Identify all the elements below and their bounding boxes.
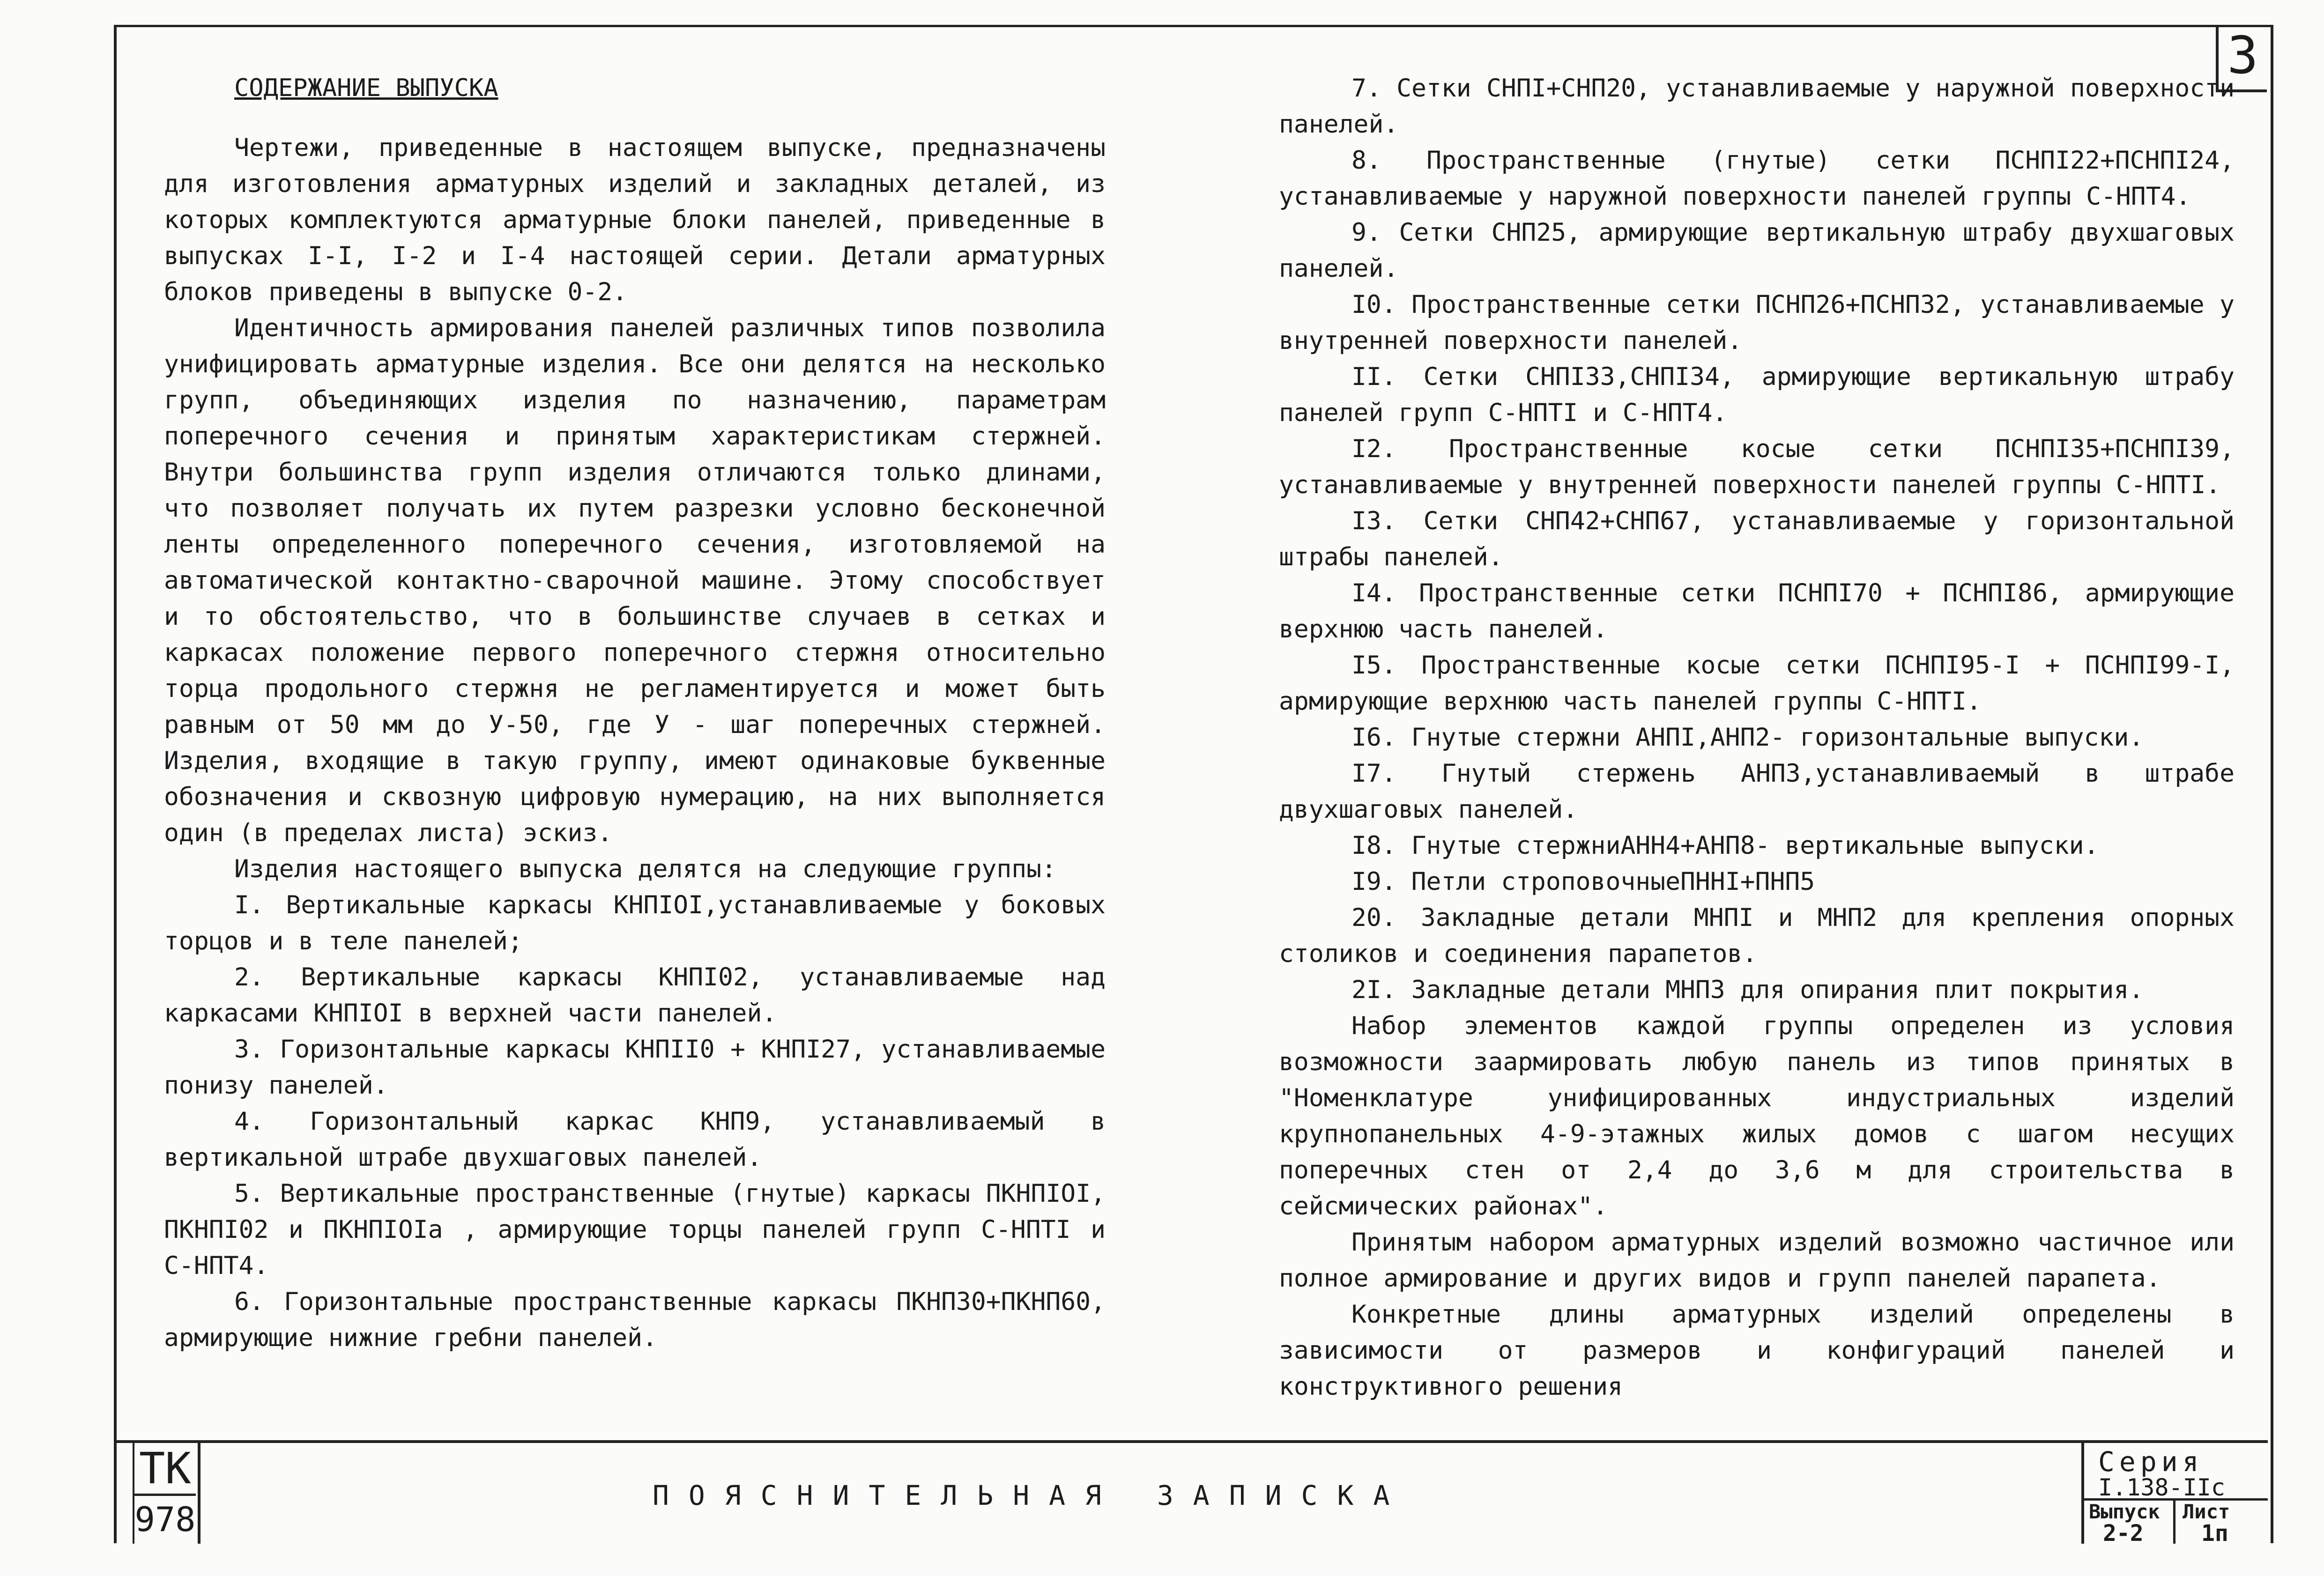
title-block: [114, 1440, 2268, 1544]
paragraph: Изделия настоящего выпуска делятся на следующие группы:: [234, 855, 1056, 883]
list-item: 2I. Закладные детали МНП3 для опирания плит покрытия.: [1351, 976, 2144, 1004]
list-item: 9. Сетки СНП25, армирующие вертикальную штрабу двухшаговых панелей.: [1279, 218, 2235, 283]
list-item: I2. Пространственные косые сетки ПСНПI35+ПСНПI39, устанавливаемые у внутренней поверхности панелей группы С-НПТI.: [1279, 435, 2235, 499]
list-item: 8. Пространственные (гнутые) сетки ПСНПI22+ПСНПI24, устанавливаемые у наружной поверхности панелей группы С-НПТ4.: [1279, 146, 2235, 211]
paragraph: Набор элементов каждой группы определен из условия возможности заармировать любую панель из типов принятых в "Номенклатуре унифицированных индустриальных изделий крупнопанельных 4-9-этажных жилых домов с шагом несущих поперечных стен от 2,4 до 3,6 м для строительства в сейсмических районах".: [1279, 1012, 2235, 1221]
section-heading: СОДЕРЖАНИЕ ВЫПУСКА: [234, 74, 498, 102]
list-item: I5. Пространственные косые сетки ПСНПI95-I + ПСНПI99-I, армирующие верхнюю часть панелей группы С-НПТI.: [1279, 651, 2235, 716]
issue-label: Выпуск: [2089, 1500, 2160, 1523]
list-item: I8. Гнутые стержниАНН4+АНП8- вертикальные выпуски.: [1351, 831, 2099, 860]
list-item: I3. Сетки СНП42+СНП67, устанавливаемые у горизонтальной штрабы панелей.: [1279, 507, 2235, 571]
list-item: I7. Гнутый стержень АНП3,устанавливаемый в штрабе двухшаговых панелей.: [1279, 759, 2235, 824]
list-item: I4. Пространственные сетки ПСНПI70 + ПСНПI86, армирующие верхнюю часть панелей.: [1279, 579, 2235, 644]
list-item: I9. Петли строповочныеПННI+ПНП5: [1351, 867, 1815, 896]
sheet-value: 1п: [2201, 1520, 2228, 1546]
sheet-label: Лист: [2183, 1500, 2230, 1523]
list-item: 3. Горизонтальные каркасы КНПII0 + КНПI27, устанавливаемые понизу панелей.: [164, 1035, 1106, 1100]
issue-value: 2-2: [2103, 1520, 2144, 1546]
document-title: ПОЯСНИТЕЛЬНАЯ ЗАПИСКА: [653, 1480, 1410, 1511]
list-item: 2. Вертикальные каркасы КНПI02, устанавливаемые над каркасами КНПIОI в верхней части панелей.: [164, 963, 1106, 1028]
list-item: I. Вертикальные каркасы КНПIОI,устанавливаемые у боковых торцов и в теле панелей;: [164, 891, 1106, 955]
left-column: [164, 70, 1106, 1356]
archive-number: 978: [134, 1494, 196, 1543]
paragraph: Чертежи, приведенные в настоящем выпуске, предназначены для изготовления арматурных изделий и закладных деталей, из которых комплектуются арматурные блоки панелей, приведенные в выпусках I-I, I-2 и I-4 настоящей серии. Детали арматурных блоков приведены в выпуске 0-2.: [164, 133, 1106, 306]
sheet-number: 3: [2216, 25, 2267, 92]
series-box: [2081, 1443, 2268, 1544]
paragraph: Идентичность армирования панелей различных типов позволила унифицировать арматурные изделия. Все они делятся на несколько групп, объединяющих изделия по назначению, параметрам поперечного сечения и принятым характеристикам стержней. Внутри большинства групп изделия отличаются только длинами, что позволяет получать их путем разрезки условно бесконечной ленты определенного поперечного сечения, изготовляемой на автоматической контактно-сварочной машине. Этому способствует и то обстоятельство, что в большинстве случаев в сетках и каркасах положение первого поперечного стержня относительно торца продольного стержня не регламентируется и может быть равным от 50 мм до У-50, где У - шаг поперечных стержней. Изделия, входящие в такую группу, имеют одинаковые буквенные обозначения и сквозную цифровую нумерацию, на них выполняется один (в пределах листа) эскиз.: [164, 314, 1106, 847]
left-margin-stamps: [0, 0, 112, 1576]
list-item: 5. Вертикальные пространственные (гнутые) каркасы ПКНПIОI, ПКНПI02 и ПКНПIОIа , армирующие торцы панелей групп С-НПТI и С-НПТ4.: [164, 1179, 1106, 1280]
paragraph: Принятым набором арматурных изделий возможно частичное или полное армирование и других видов и групп панелей парапета.: [1279, 1228, 2235, 1293]
archive-code: TK: [139, 1443, 191, 1494]
list-item: 4. Горизонтальный каркас КНП9, устанавливаемый в вертикальной штрабе двухшаговых панелей.: [164, 1107, 1106, 1172]
series-label: Серия: [2098, 1446, 2204, 1478]
list-item: 20. Закладные детали МНПI и МНП2 для крепления опорных столиков и соединения парапетов.: [1279, 903, 2235, 968]
right-column: [1279, 70, 2235, 1405]
list-item: I6. Гнутые стержни АНПI,АНП2- горизонтальные выпуски.: [1351, 723, 2144, 752]
list-item: 6. Горизонтальные пространственные каркасы ПКНП30+ПКНП60, армирующие нижние гребни панелей.: [164, 1287, 1106, 1352]
list-item: II. Сетки СНПI33,СНПI34, армирующие вертикальную штрабу панелей групп С-НПТI и С-НПТ4.: [1279, 363, 2235, 427]
list-item: I0. Пространственные сетки ПСНП26+ПСНП32, устанавливаемые у внутренней поверхности панелей.: [1279, 290, 2235, 355]
paragraph: Конкретные длины арматурных изделий определены в зависимости от размеров и конфигураций панелей и конструктивного решения: [1279, 1300, 2235, 1401]
archive-code-box: [133, 1443, 200, 1544]
list-item: 7. Сетки СНПI+СНП20, устанавливаемые у наружной поверхности панелей.: [1279, 74, 2235, 139]
divider: [2173, 1498, 2176, 1544]
series-code: I.138-IIс: [2098, 1474, 2225, 1501]
